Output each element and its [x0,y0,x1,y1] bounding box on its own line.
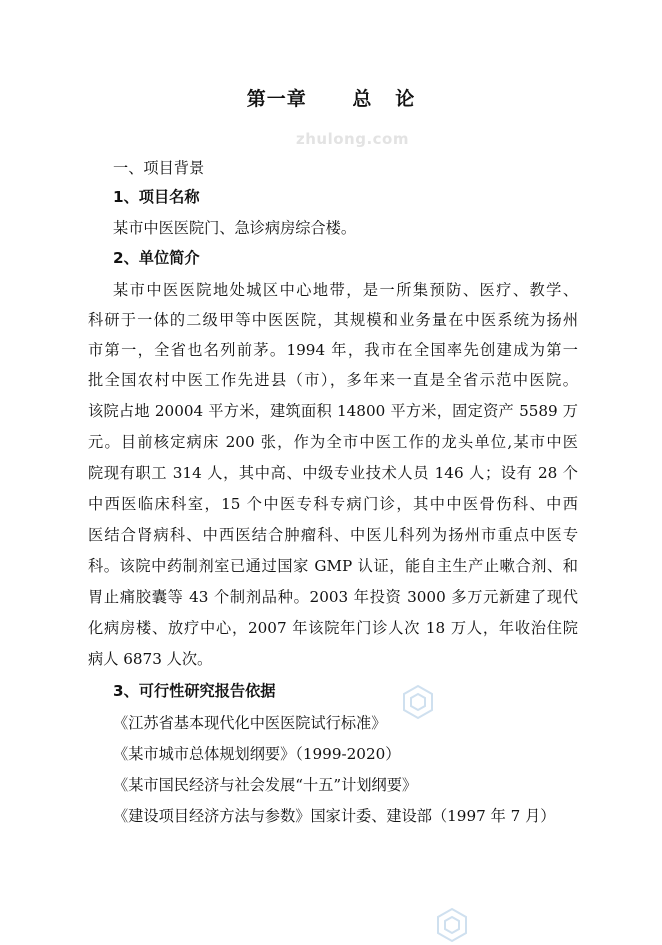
intro-line: 胃止痛胶囊等 43 个制剂品种。2003 年投资 3000 多万元新建了现代 [88,588,578,606]
chapter-title: 第一章 总 论 [246,88,416,110]
project-name-text: 某市中医医院门、急诊病房综合楼。 [113,219,356,237]
basis-item: 《江苏省基本现代化中医医院试行标准》 [113,714,387,732]
basis-item: 《某市国民经济与社会发展“十五”计划纲要》 [113,776,418,794]
intro-line: 化病房楼、放疗中心，2007 年该院年门诊人次 18 万人，年收治住院 [88,619,578,637]
watermark-logo-icon [432,905,472,945]
intro-line: 元。目前核定病床 200 张，作为全市中医工作的龙头单位,某市中医 [88,433,578,451]
basis-item: 《某市城市总体规划纲要》（1999-2020） [113,745,401,763]
intro-line: 科。该院中药制剂室已通过国家 GMP 认证，能自主生产止嗽合剂、和 [88,557,578,575]
intro-line: 科研于一体的二级甲等中医医院，其规模和业务量在中医系统为扬州 [88,311,578,329]
heading-project-name: 1、项目名称 [113,188,200,206]
heading-unit-intro: 2、单位简介 [113,249,200,267]
intro-line: 该院占地 20004 平方米，建筑面积 14800 平方米，固定资产 5589 万 [88,402,578,420]
intro-line: 病人 6873 人次。 [88,650,213,668]
intro-line: 院现有职工 314 人，其中高、中级专业技术人员 146 人；设有 28 个 [88,464,578,482]
section-heading-background: 一、项目背景 [113,159,205,177]
intro-line: 中西医临床科室，15 个中医专科专病门诊，其中中医骨伤科、中西 [88,495,578,513]
basis-item: 《建设项目经济方法与参数》国家计委、建设部（1997 年 7 月） [113,807,556,825]
intro-line: 市第一，全省也名列前茅。1994 年，我市在全国率先创建成为第一 [88,341,578,359]
intro-line: 医结合肾病科、中西医结合肿瘤科、中医儿科列为扬州市重点中医专 [88,526,578,544]
heading-feasibility-basis: 3、可行性研究报告依据 [113,682,276,700]
intro-line: 某市中医医院地处城区中心地带，是一所集预防、医疗、教学、 [113,281,578,299]
watermark-text: zhulong.com [296,130,409,148]
watermark-logo-icon [398,682,438,722]
intro-line: 批全国农村中医工作先进县（市），多年来一直是全省示范中医院。 [88,371,578,389]
